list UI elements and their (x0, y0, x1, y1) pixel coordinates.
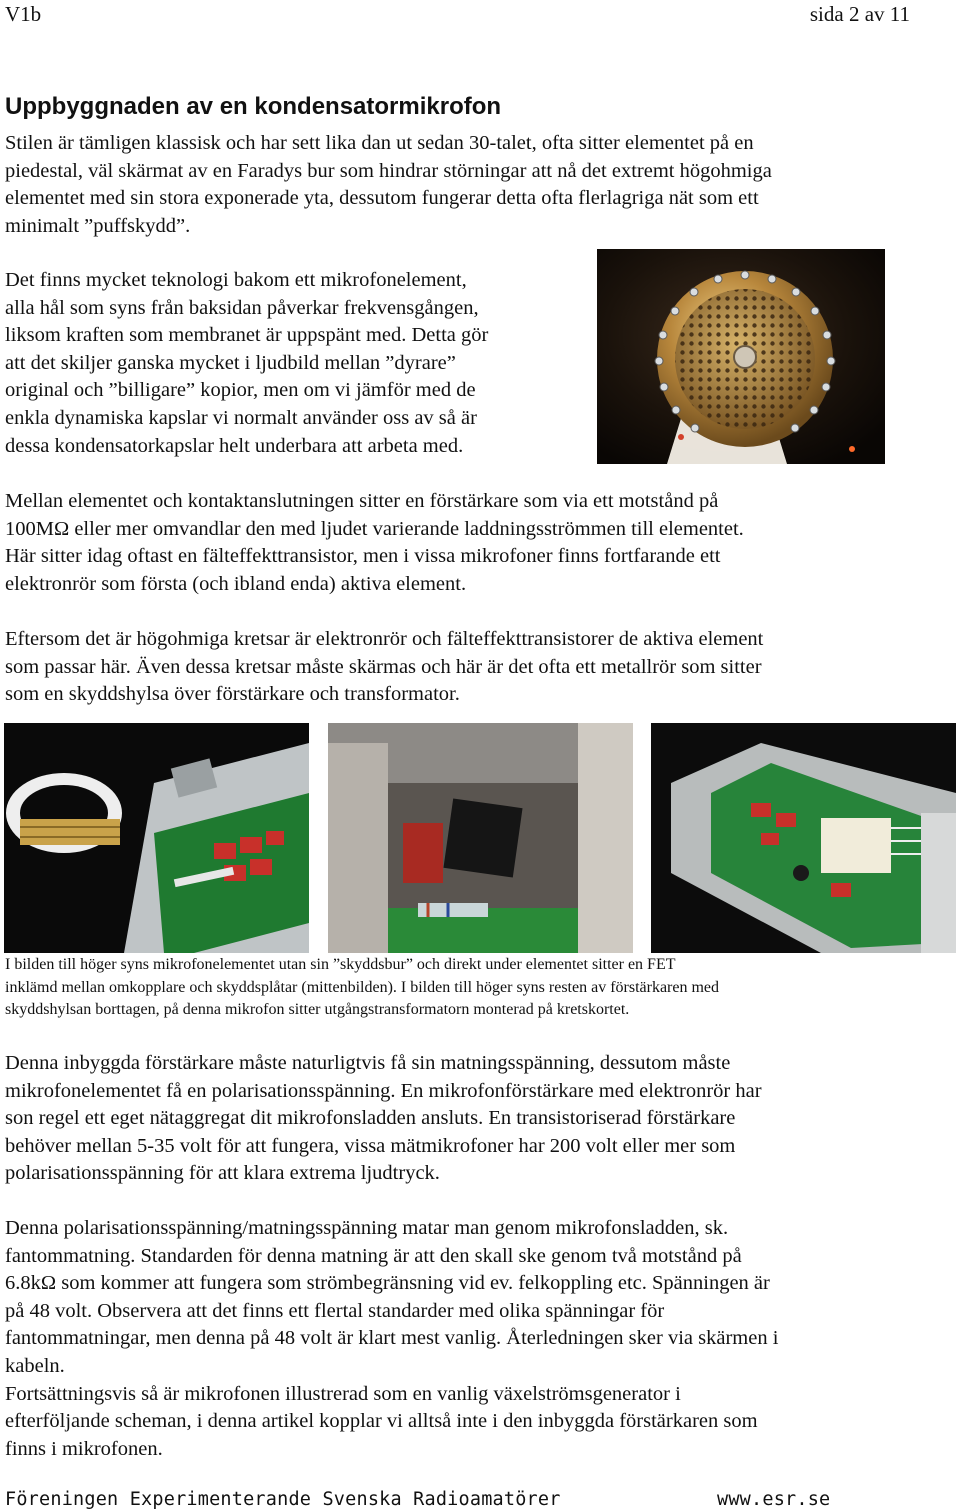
caption-line: inklämd mellan omkopplare och skyddsplåtar (mittenbilden). I bilden till höger syns resten av förstärkaren med (5, 978, 720, 996)
amplifier-pcb-with-transformer-photo (651, 723, 956, 953)
text-line: Det finns mycket teknologi bakom ett mikrofonelement, (5, 269, 467, 291)
paragraph-phantom-power (5, 1215, 778, 1463)
footer-organization: Föreningen Experimenterande Svenska Radioamatörer (5, 1489, 561, 1510)
text-line: att det skiljer ganska mycket i ljudbild mellan ”dyrare” (5, 351, 456, 374)
microphone-capsule-photo (597, 249, 885, 464)
text-line: liksom kraften som membranet är uppspänt med. Detta gör (5, 324, 489, 347)
paragraph-amplifier (5, 488, 744, 598)
text-line: polarisationsspänning för att klara extrema ljudtryck. (5, 1162, 440, 1185)
text-line: efterföljande scheman, i denna artikel kopplar vi alltså inte i den inbyggda förstärkaren som (5, 1410, 758, 1433)
section-title: Uppbyggnaden av en kondensatormikrofon (5, 93, 502, 120)
paragraph-technology (5, 267, 488, 460)
text-line: mikrofonelementet få en polarisationsspänning. En mikrofonförstärkare med elektronrör har (5, 1079, 762, 1102)
text-line: Fortsättningsvis så är mikrofonen illustrerad som en vanlig växelströmsgenerator i (5, 1382, 681, 1405)
text-line: elementet med sin stora exponerade yta, dessutom fungerar detta ofta flerlagriga nät som ett (5, 187, 759, 210)
text-line: som en skyddshylsa över förstärkare och transformator. (5, 683, 460, 706)
text-line: behöver mellan 5-35 volt för att fungera, vissa mätmikrofoner har 200 volt eller mer som (5, 1134, 736, 1157)
paragraph-shielding (5, 626, 763, 709)
header-left: V1b (5, 2, 42, 26)
caption-line: I bilden till höger syns mikrofonelementet utan sin ”skyddsbur” och direkt under elementet sitter en FET (5, 956, 676, 973)
fet-between-shield-plates-photo (328, 723, 633, 953)
text-line: finns i mikrofonen. (5, 1437, 163, 1460)
capsule-and-pcb-photo (4, 723, 309, 953)
caption-line: skyddshylsan borttagen, på denna mikrofon sitter utgångstransformatorn monterad på kretskortet. (5, 1001, 630, 1018)
text-line: elektronrör som första (och ibland enda) aktiva element. (5, 572, 467, 595)
text-line: 6.8kΩ som kommer att fungera som strömbegränsning vid ev. felkoppling etc. Spänningen är (5, 1272, 770, 1295)
text-line: Denna inbyggda förstärkare måste naturligtvis få sin matningsspänning, dessutom måste (5, 1052, 731, 1074)
text-line: son regel ett eget nätaggregat dit mikrofonsladden ansluts. En transistoriserad förstärkare (5, 1107, 736, 1130)
text-line: Stilen är tämligen klassisk och har sett lika dan ut sedan 30-talet, ofta sitter elementet på en (5, 132, 754, 154)
text-line: fantommatning. Standarden för denna matning är att den skall ske genom två motstånd på (5, 1244, 742, 1267)
footer-website-link[interactable]: www.esr.se (717, 1489, 831, 1510)
text-line: fantommatningar, men denna på 48 volt är klart mest vanlig. Återledningen sker via skärmen i (5, 1327, 779, 1350)
page-number: sida 2 av 11 (809, 2, 910, 26)
text-line: som passar här. Även dessa kretsar måste skärmas och här är det ofta ett metallrör som sitter (5, 655, 762, 678)
paragraph-supply-voltage (5, 1050, 762, 1188)
text-line: enkla dynamiska kapslar vi normalt använder oss av så är (5, 406, 477, 429)
text-line: Denna polarisationsspänning/matningsspänning matar man genom mikrofonsladden, sk. (5, 1217, 729, 1239)
image-caption (5, 954, 719, 1022)
text-line: minimalt ”puffskydd”. (5, 214, 191, 237)
text-line: Här sitter idag oftast en fälteffekttransistor, men i vissa mikrofoner finns fortfarande ett (5, 545, 721, 568)
text-line: på 48 volt. Observera att det finns ett flertal standarder med olika spänningar för (5, 1299, 665, 1322)
text-line: dessa kondensatorkapslar helt underbara att arbeta med. (5, 434, 464, 457)
text-line: kabeln. (5, 1354, 65, 1377)
text-line: alla hål som syns från baksidan påverkar frekvensgången, (5, 296, 479, 319)
text-line: Eftersom det är högohmiga kretsar är elektronrör och fälteffekttransistorer de aktiva element (5, 628, 764, 650)
text-line: original och ”billigare” kopior, men om vi jämför med de (5, 379, 476, 402)
paragraph-intro (5, 130, 772, 240)
text-line: piedestal, väl skärmat av en Faradys bur som hindrar störningar att nå det extremt högohmiga (5, 159, 772, 182)
text-line: Mellan elementet och kontaktanslutningen sitter en förstärkare som via ett motstånd på (5, 490, 719, 512)
text-line: 100MΩ eller mer omvandlar den med ljudet varierande laddningsströmmen till elementet. (5, 517, 744, 540)
